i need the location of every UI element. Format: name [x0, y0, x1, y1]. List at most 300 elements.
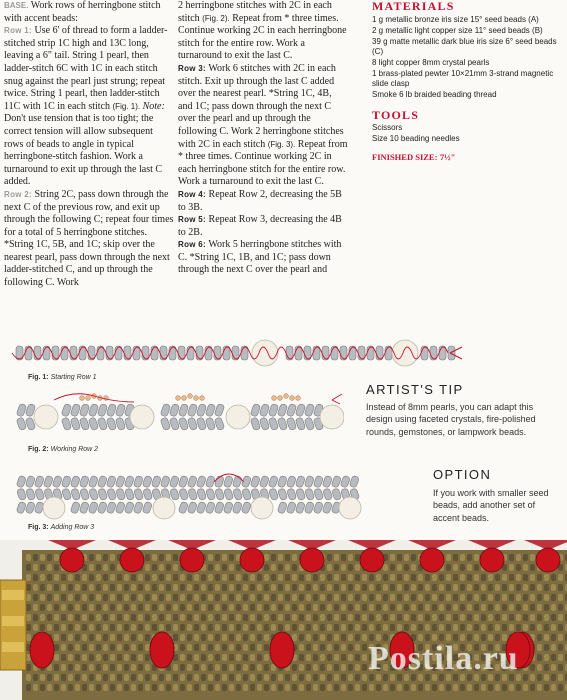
- bracelet-bead: [187, 634, 192, 641]
- red-drop-bead: [180, 548, 204, 572]
- seed-bead: [142, 501, 152, 514]
- bracelet-bead: [264, 654, 269, 661]
- bracelet-bead: [313, 634, 318, 641]
- bracelet-bead: [138, 664, 143, 671]
- seed-bead: [160, 475, 170, 488]
- figure-2-caption: [28, 446, 98, 453]
- bracelet-bead: [47, 604, 52, 611]
- bracelet-bead: [460, 554, 465, 561]
- seed-bead: [268, 403, 279, 417]
- seed-bead: [295, 488, 305, 501]
- row4-text: Repeat Row 2, decreasing the 5B to 3B.: [178, 188, 342, 213]
- bracelet-bead: [124, 594, 129, 601]
- pearl-bead: [251, 497, 273, 519]
- bracelet-bead: [82, 614, 87, 621]
- bracelet-bead: [117, 624, 122, 631]
- bracelet-bead: [96, 604, 101, 611]
- bracelet-bead: [229, 644, 234, 651]
- bracelet-bead: [222, 654, 227, 661]
- bracelet-bead: [96, 624, 101, 631]
- bracelet-bead: [166, 584, 171, 591]
- bracelet-bead: [68, 584, 73, 591]
- bracelet-bead: [96, 614, 101, 621]
- seed-bead: [322, 488, 332, 501]
- bracelet-bead: [229, 684, 234, 691]
- seed-bead: [448, 346, 455, 360]
- seed-bead: [115, 488, 125, 501]
- bracelet-bead: [229, 584, 234, 591]
- bracelet-bead: [145, 594, 150, 601]
- bracelet-bead: [61, 584, 66, 591]
- bracelet-bead: [327, 574, 332, 581]
- bracelet-bead: [236, 674, 241, 681]
- bracelet-bead: [54, 614, 59, 621]
- bracelet-bead: [131, 634, 136, 641]
- bracelet-bead: [355, 644, 360, 651]
- bracelet-bead: [96, 674, 101, 681]
- bracelet-bead: [425, 584, 430, 591]
- bracelet-bead: [334, 684, 339, 691]
- bracelet-bead: [166, 604, 171, 611]
- bracelet-bead: [145, 644, 150, 651]
- bracelet-bead: [376, 624, 381, 631]
- bracelet-bead: [257, 594, 262, 601]
- bracelet-bead: [558, 574, 563, 581]
- bracelet-bead: [285, 554, 290, 561]
- bracelet-bead: [89, 674, 94, 681]
- bracelet-bead: [250, 584, 255, 591]
- bracelet-bead: [460, 594, 465, 601]
- bracelet-bead: [488, 624, 493, 631]
- seed-bead: [196, 417, 207, 431]
- bracelet-bead: [131, 644, 136, 651]
- bracelet-bead: [537, 614, 542, 621]
- bracelet-bead: [110, 554, 115, 561]
- bracelet-bead: [369, 574, 374, 581]
- bracelet-bead: [208, 604, 213, 611]
- bracelet-bead: [243, 634, 248, 641]
- seed-bead: [196, 403, 207, 417]
- bracelet-bead: [376, 614, 381, 621]
- artist-tip-title: ARTIST'S TIP: [366, 382, 464, 397]
- bracelet-bead: [124, 584, 129, 591]
- tools-list: [372, 123, 562, 144]
- bracelet-bead: [348, 664, 353, 671]
- seed-bead: [313, 501, 323, 514]
- bracelet-bead: [292, 594, 297, 601]
- seed-bead: [187, 501, 197, 514]
- bracelet-bead: [117, 604, 122, 611]
- bracelet-bead: [362, 674, 367, 681]
- seed-bead: [61, 417, 72, 431]
- bracelet-bead: [474, 604, 479, 611]
- bracelet-bead: [250, 614, 255, 621]
- seed-bead: [241, 501, 251, 514]
- bracelet-bead: [558, 654, 563, 661]
- bracelet-bead: [474, 614, 479, 621]
- bracelet-bead: [523, 674, 528, 681]
- bracelet-bead: [334, 594, 339, 601]
- bracelet-bead: [138, 674, 143, 681]
- bracelet-bead: [103, 654, 108, 661]
- bracelet-bead: [61, 684, 66, 691]
- bracelet-bead: [110, 604, 115, 611]
- bracelet-bead: [173, 664, 178, 671]
- bracelet-bead: [376, 584, 381, 591]
- bracelet-bead: [173, 554, 178, 561]
- bracelet-bead: [194, 574, 199, 581]
- seed-bead: [241, 475, 251, 488]
- bracelet-bead: [75, 634, 80, 641]
- finished-size-label: FINISHED SIZE:: [372, 152, 438, 163]
- bracelet-bead: [54, 634, 59, 641]
- bracelet-bead: [264, 564, 269, 571]
- bracelet-bead: [425, 604, 430, 611]
- bracelet-bead: [341, 674, 346, 681]
- seed-bead: [223, 501, 233, 514]
- bracelet-bead: [271, 674, 276, 681]
- figure-3-diagram: [14, 466, 364, 524]
- bracelet-bead: [306, 604, 311, 611]
- tools-item: Size 10 beading needles: [372, 134, 460, 144]
- bracelet-bead: [229, 564, 234, 571]
- red-drop-bead: [60, 548, 84, 572]
- paragraph-row3: [178, 63, 348, 189]
- seed-bead: [169, 488, 179, 501]
- bracelet-bead: [537, 594, 542, 601]
- bracelet-bead: [334, 554, 339, 561]
- bracelet-bead: [348, 604, 353, 611]
- bracelet-bead: [397, 574, 402, 581]
- bracelet-bead: [362, 604, 367, 611]
- bracelet-bead: [180, 584, 185, 591]
- bracelet-bead: [208, 594, 213, 601]
- bracelet-bead: [250, 674, 255, 681]
- bracelet-bead: [544, 614, 549, 621]
- bracelet-bead: [327, 664, 332, 671]
- bracelet-bead: [229, 554, 234, 561]
- bracelet-bead: [285, 564, 290, 571]
- bracelet-bead: [544, 654, 549, 661]
- bracelet-bead: [453, 594, 458, 601]
- bracelet-bead: [460, 624, 465, 631]
- bracelet-bead: [61, 624, 66, 631]
- seed-bead: [223, 475, 233, 488]
- bracelet-bead: [215, 584, 220, 591]
- bracelet-bead: [243, 614, 248, 621]
- bracelet-bead: [383, 614, 388, 621]
- bracelet-bead: [544, 574, 549, 581]
- bracelet-bead: [544, 624, 549, 631]
- bracelet-bead: [439, 684, 444, 691]
- bracelet-bead: [68, 594, 73, 601]
- seed-bead: [214, 403, 225, 417]
- bracelet-bead: [257, 654, 262, 661]
- bracelet-bead: [222, 664, 227, 671]
- paragraph-row4: [178, 189, 348, 214]
- bracelet-bead: [145, 684, 150, 691]
- bracelet-bead: [299, 614, 304, 621]
- seed-bead: [304, 488, 314, 501]
- bracelet-bead: [215, 604, 220, 611]
- bracelet-bead: [306, 664, 311, 671]
- bracelet-bead: [474, 584, 479, 591]
- seed-bead: [16, 417, 27, 431]
- bracelet-bead: [558, 674, 563, 681]
- bracelet-bead: [523, 614, 528, 621]
- bracelet-bead: [75, 654, 80, 661]
- bracelet-bead: [446, 554, 451, 561]
- bracelet-bead: [215, 564, 220, 571]
- bracelet-bead: [271, 604, 276, 611]
- bracelet-bead: [264, 574, 269, 581]
- bracelet-bead: [215, 634, 220, 641]
- bracelet-bead: [495, 574, 500, 581]
- bracelet-bead: [75, 664, 80, 671]
- bracelet-bead: [530, 664, 535, 671]
- accent-seed-bead: [290, 396, 295, 401]
- bracelet-bead: [446, 614, 451, 621]
- bracelet-bead: [180, 594, 185, 601]
- bracelet-bead: [397, 594, 402, 601]
- bracelet-bead: [201, 624, 206, 631]
- bracelet-bead: [166, 594, 171, 601]
- bracelet-bead: [194, 674, 199, 681]
- bracelet-bead: [40, 574, 45, 581]
- tools-heading: TOOLS: [372, 107, 420, 122]
- bracelet-bead: [271, 594, 276, 601]
- bracelet-bead: [131, 624, 136, 631]
- bracelet-bead: [264, 624, 269, 631]
- bracelet-bead: [348, 564, 353, 571]
- bracelet-bead: [306, 584, 311, 591]
- bracelet-bead: [103, 684, 108, 691]
- bracelet-bead: [82, 634, 87, 641]
- bracelet-bead: [411, 604, 416, 611]
- bracelet-bead: [173, 614, 178, 621]
- bracelet-bead: [530, 594, 535, 601]
- bracelet-bead: [222, 554, 227, 561]
- bracelet-bead: [89, 654, 94, 661]
- bracelet-bead: [362, 684, 367, 691]
- seed-bead: [304, 475, 314, 488]
- bracelet-bead: [33, 554, 38, 561]
- bracelet-bead: [271, 564, 276, 571]
- bracelet-bead: [243, 594, 248, 601]
- bracelet-bead: [68, 654, 73, 661]
- bracelet-bead: [376, 684, 381, 691]
- bracelet-bead: [320, 654, 325, 661]
- bracelet-bead: [390, 624, 395, 631]
- bracelet-bead: [103, 604, 108, 611]
- seed-bead: [286, 417, 297, 431]
- bracelet-bead: [201, 674, 206, 681]
- bracelet-bead: [474, 574, 479, 581]
- bracelet-bead: [201, 644, 206, 651]
- seed-bead: [286, 403, 297, 417]
- bracelet-bead: [180, 644, 185, 651]
- bracelet-bead: [348, 594, 353, 601]
- bracelet-bead: [390, 604, 395, 611]
- bracelet-bead: [404, 684, 409, 691]
- bracelet-bead: [306, 624, 311, 631]
- bracelet-bead: [390, 614, 395, 621]
- bracelet-bead: [383, 684, 388, 691]
- bracelet-bead: [243, 604, 248, 611]
- seed-bead: [250, 403, 261, 417]
- bracelet-bead: [131, 594, 136, 601]
- bracelet-bead: [26, 634, 31, 641]
- bracelet-bead: [320, 594, 325, 601]
- seed-bead: [205, 488, 215, 501]
- bracelet-bead: [187, 654, 192, 661]
- bracelet-bead: [355, 604, 360, 611]
- bracelet-bead: [152, 614, 157, 621]
- clasp-bar: [2, 616, 24, 626]
- bracelet-bead: [236, 574, 241, 581]
- bracelet-bead: [40, 624, 45, 631]
- bracelet-bead: [82, 604, 87, 611]
- pearl-bead: [153, 497, 175, 519]
- bracelet-bead: [54, 654, 59, 661]
- bracelet-bead: [201, 614, 206, 621]
- bracelet-bead: [236, 594, 241, 601]
- seed-bead: [205, 501, 215, 514]
- bracelet-bead: [131, 574, 136, 581]
- bracelet-bead: [250, 664, 255, 671]
- seed-bead: [187, 475, 197, 488]
- bracelet-bead: [194, 634, 199, 641]
- seed-bead: [277, 403, 288, 417]
- bracelet-bead: [425, 624, 430, 631]
- pearl-bead: [130, 405, 154, 429]
- bracelet-bead: [306, 644, 311, 651]
- bracelet-bead: [306, 634, 311, 641]
- bracelet-bead: [460, 604, 465, 611]
- bracelet-bead: [124, 634, 129, 641]
- bracelet-bead: [299, 634, 304, 641]
- bracelet-bead: [138, 614, 143, 621]
- seed-bead: [259, 475, 269, 488]
- bracelet-bead: [299, 664, 304, 671]
- bracelet-bead: [537, 664, 542, 671]
- bracelet-bead: [404, 574, 409, 581]
- bracelet-bead: [194, 594, 199, 601]
- bracelet-bead: [68, 624, 73, 631]
- seed-bead: [61, 488, 71, 501]
- bracelet-bead: [446, 584, 451, 591]
- seed-bead: [160, 417, 171, 431]
- bracelet-bead: [278, 614, 283, 621]
- bracelet-bead: [54, 594, 59, 601]
- seed-bead: [286, 488, 296, 501]
- base-text: Work rows of herringbone stitch with accent beads:: [4, 0, 161, 24]
- bracelet-bead: [509, 604, 514, 611]
- bracelet-bead: [327, 594, 332, 601]
- bracelet-bead: [523, 564, 528, 571]
- bracelet-bead: [313, 664, 318, 671]
- bracelet-bead: [495, 604, 500, 611]
- bracelet-bead: [390, 584, 395, 591]
- base-heading: BASE.: [4, 1, 29, 10]
- materials-item: 8 light copper 8mm crystal pearls: [372, 57, 490, 67]
- materials-item: Smoke 6 lb braided beading thread: [372, 89, 497, 99]
- bracelet-bead: [551, 574, 556, 581]
- seed-bead: [97, 488, 107, 501]
- bracelet-bead: [124, 664, 129, 671]
- bracelet-bead: [138, 594, 143, 601]
- bracelet-bead: [236, 654, 241, 661]
- bracelet-bead: [474, 594, 479, 601]
- bracelet-bead: [236, 684, 241, 691]
- bracelet-bead: [89, 614, 94, 621]
- seed-bead: [133, 501, 143, 514]
- bracelet-bead: [33, 684, 38, 691]
- bracelet-bead: [131, 664, 136, 671]
- bracelet-bead: [103, 584, 108, 591]
- bracelet-bead: [495, 684, 500, 691]
- bracelet-bead: [243, 644, 248, 651]
- bracelet-bead: [369, 604, 374, 611]
- figure-1-diagram: [10, 333, 470, 373]
- bracelet-bead: [33, 614, 38, 621]
- row2-cont-text: 2 herringbone stitches with 2C in each stitch: [178, 0, 332, 24]
- bracelet-bead: [152, 624, 157, 631]
- bracelet-bead: [467, 574, 472, 581]
- bracelet-bead: [418, 684, 423, 691]
- bracelet-bead: [397, 684, 402, 691]
- seed-bead: [115, 403, 126, 417]
- bracelet-bead: [117, 654, 122, 661]
- seed-bead: [79, 417, 90, 431]
- seed-bead: [268, 417, 279, 431]
- fig1-title: Starting Row 1: [50, 374, 97, 381]
- bracelet-bead: [26, 614, 31, 621]
- bracelet-bead: [313, 604, 318, 611]
- seed-bead: [169, 475, 179, 488]
- bracelet-bead: [61, 654, 66, 661]
- bracelet-bead: [348, 644, 353, 651]
- bracelet-bead: [257, 644, 262, 651]
- bracelet-bead: [348, 624, 353, 631]
- bracelet-bead: [474, 554, 479, 561]
- bracelet-bead: [89, 634, 94, 641]
- bracelet-bead: [292, 614, 297, 621]
- bracelet-bead: [208, 584, 213, 591]
- bracelet-bead: [124, 644, 129, 651]
- bracelet-bead: [124, 604, 129, 611]
- bracelet-bead: [495, 624, 500, 631]
- bracelet-bead: [446, 564, 451, 571]
- option-body: If you work with smaller seed beads, add another set of accent beads.: [433, 488, 549, 523]
- bracelet-bead: [551, 634, 556, 641]
- row2-heading: Row 2:: [4, 189, 33, 199]
- bracelet-bead: [509, 564, 514, 571]
- bracelet-bead: [383, 604, 388, 611]
- bracelet-bead: [383, 574, 388, 581]
- bracelet-bead: [110, 644, 115, 651]
- bracelet-bead: [166, 674, 171, 681]
- seed-bead: [16, 403, 27, 417]
- bracelet-bead: [292, 664, 297, 671]
- bracelet-bead: [544, 604, 549, 611]
- seed-bead: [286, 501, 296, 514]
- bracelet-bead: [313, 684, 318, 691]
- bracelet-bead: [355, 594, 360, 601]
- bracelet-bead: [54, 664, 59, 671]
- seed-bead: [178, 488, 188, 501]
- bracelet-bead: [530, 574, 535, 581]
